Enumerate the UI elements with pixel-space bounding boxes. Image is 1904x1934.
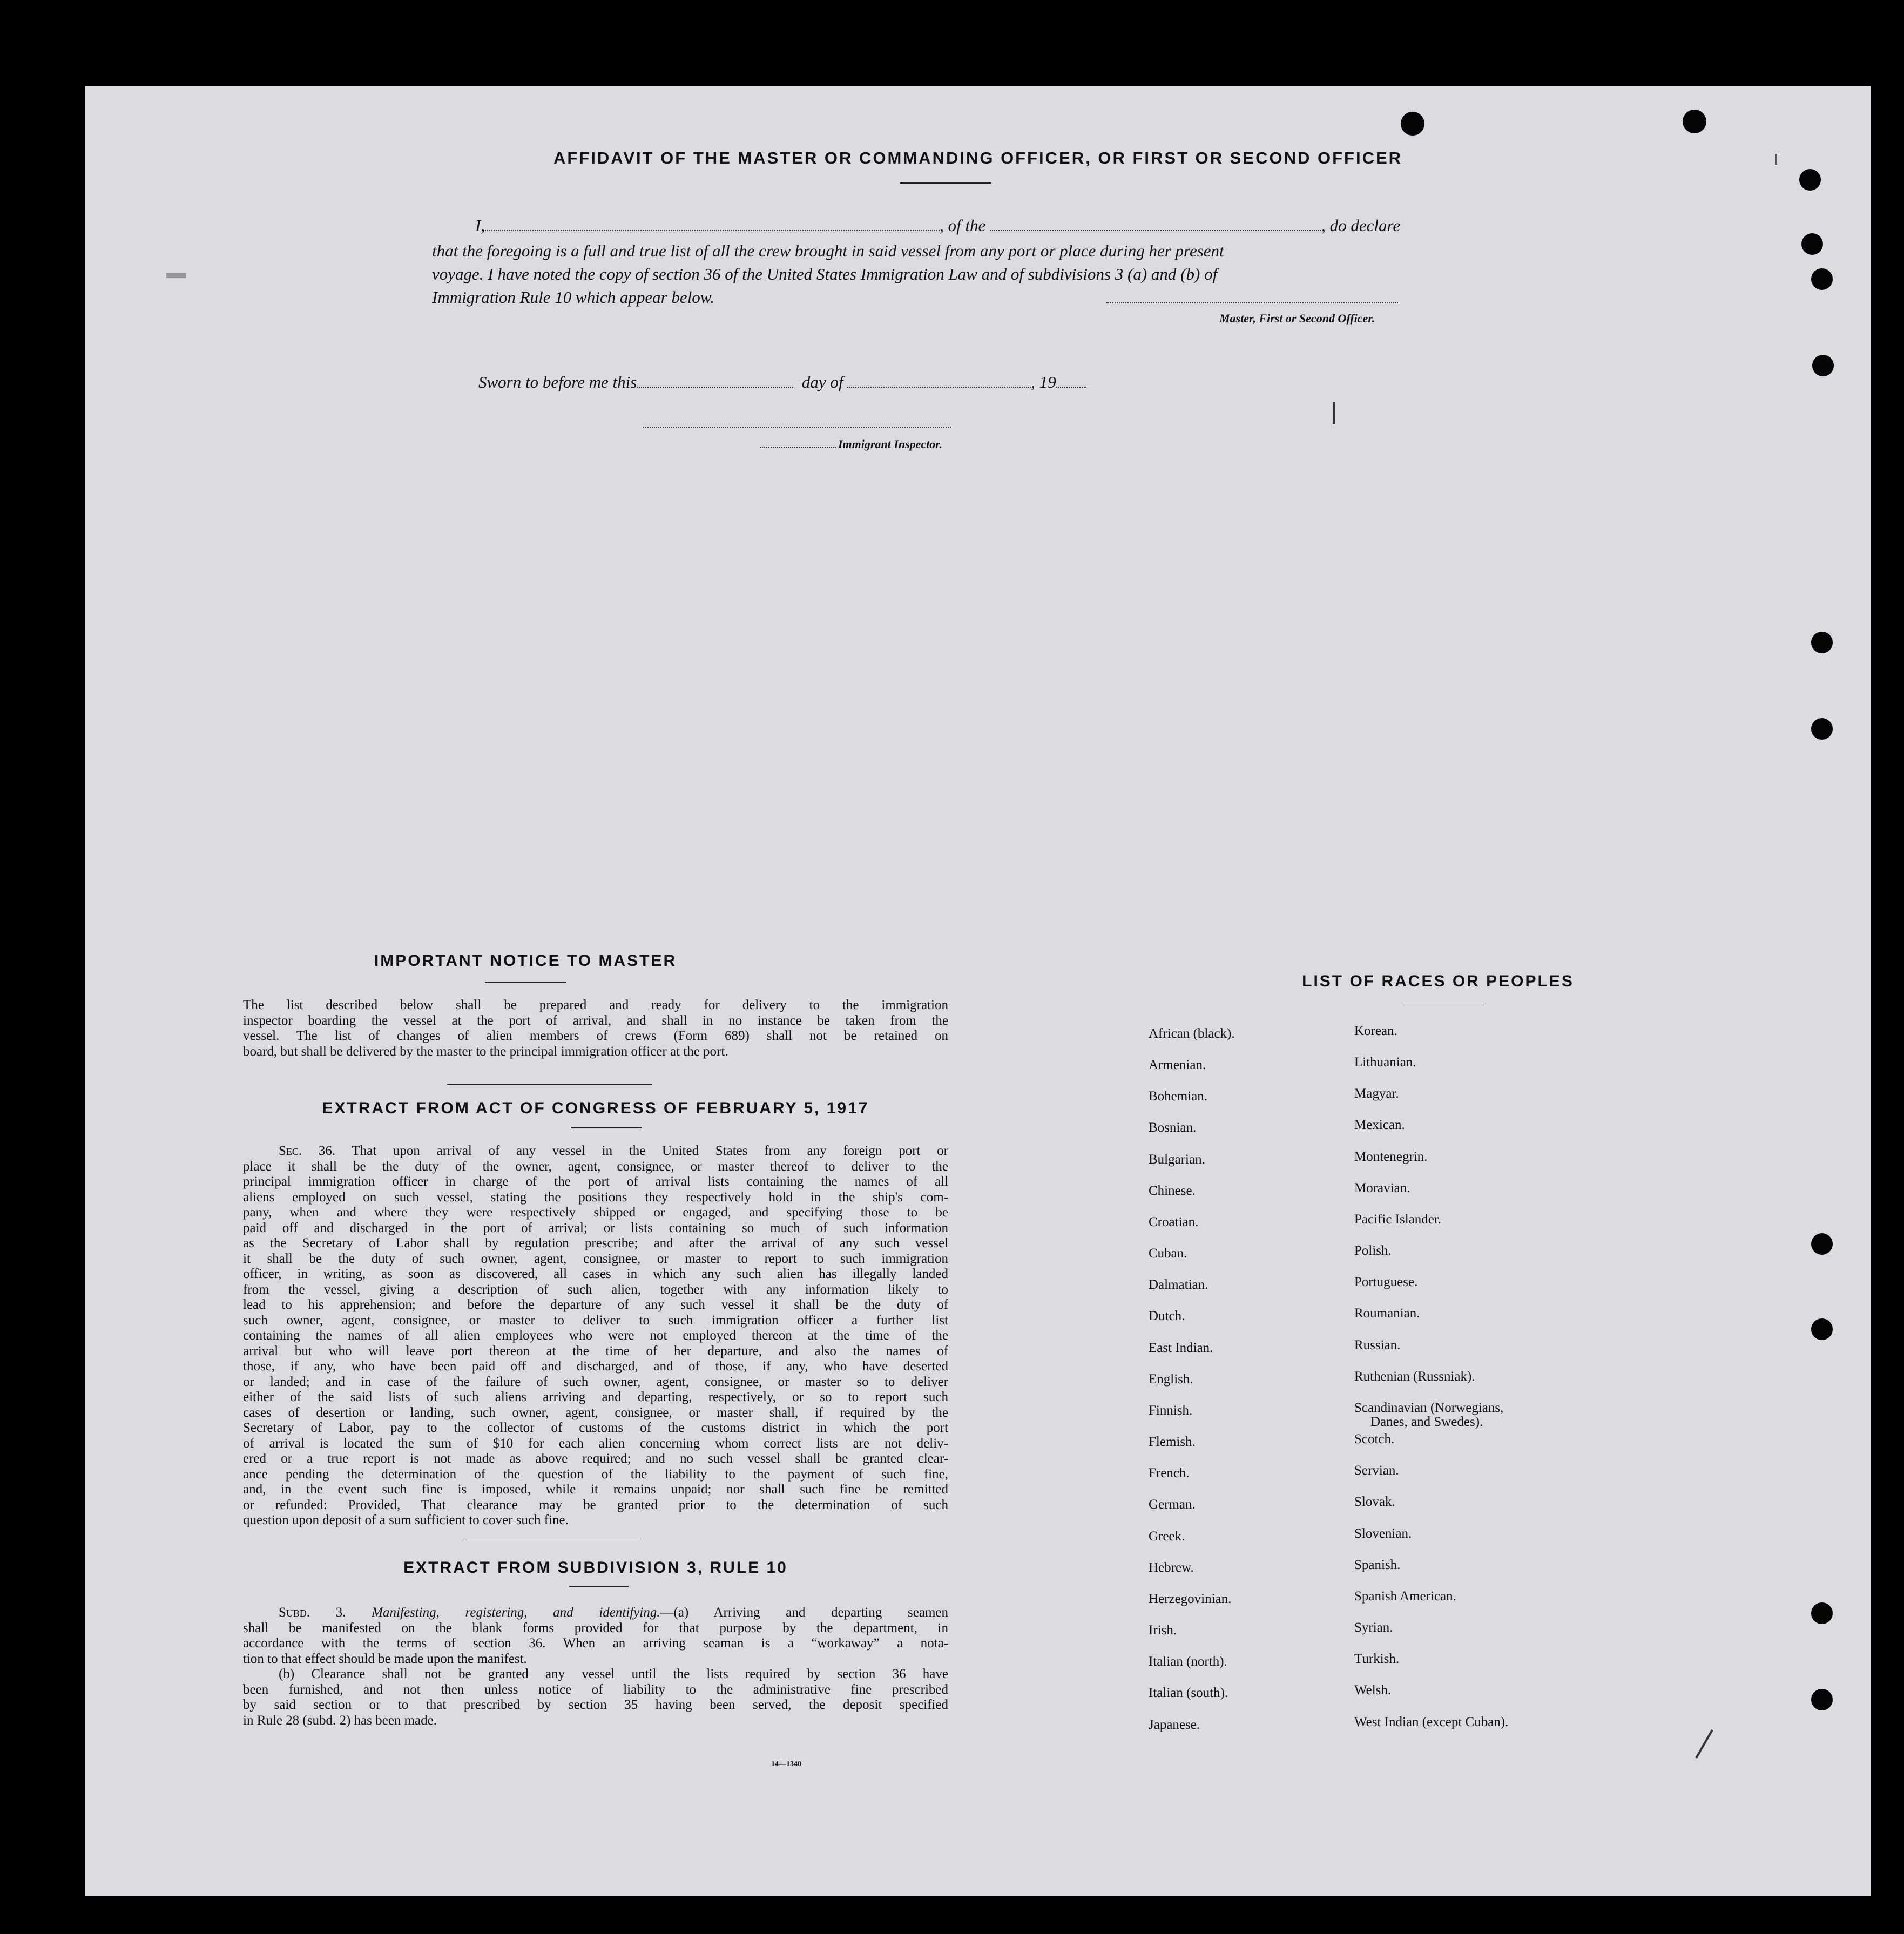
title-divider xyxy=(900,182,991,184)
races-title: LIST OF RACES OR PEOPLES xyxy=(1302,972,1574,990)
act-line: aliens employed on such vessel, stating the positions they respectively hold in the ship's com- xyxy=(243,1189,948,1205)
punch-hole xyxy=(1811,1233,1833,1255)
act-line: arrival but who will leave port thereon at the time of her departure, and also the names of xyxy=(243,1343,948,1358)
rule-line: in Rule 28 (subd. 2) has been made. xyxy=(243,1713,437,1728)
affidavit-text-line: Immigration Rule 10 which appear below. xyxy=(432,288,714,307)
form-number: 14—1340 xyxy=(771,1760,801,1768)
race-item: East Indian. xyxy=(1149,1341,1213,1355)
race-item: Flemish. xyxy=(1149,1435,1196,1449)
punch-hole xyxy=(1811,1318,1833,1340)
of-the-label: , of the xyxy=(940,216,986,235)
race-item: Lithuanian. xyxy=(1354,1055,1416,1070)
rule-line: by said section or to that prescribed by section 35 having been served, the deposit specified xyxy=(243,1698,948,1712)
act-line: from the vessel, giving a description of such alien, together with any information likely to xyxy=(243,1282,948,1297)
rule-body xyxy=(243,1605,948,1728)
race-item: Italian (south). xyxy=(1149,1686,1228,1700)
race-item: Ruthenian (Russniak). xyxy=(1354,1369,1475,1384)
act-body xyxy=(243,1144,948,1529)
race-item: Scotch. xyxy=(1354,1432,1395,1446)
day-blank xyxy=(637,387,793,388)
race-item: Syrian. xyxy=(1354,1620,1393,1635)
race-item: Mexican. xyxy=(1354,1118,1405,1132)
act-line: those, if any, who have been paid off and discharged, and of those, if any, who have deserted xyxy=(243,1359,948,1374)
race-item: Japanese. xyxy=(1149,1717,1200,1732)
rule-line: been furnished, and not then unless notice of liability to the administrative fine prescribed xyxy=(243,1682,948,1697)
act-line: cases of desertion or landing, such owner, agent, consignee, or master shall, if required by the xyxy=(243,1405,948,1420)
notice-end-divider xyxy=(447,1084,652,1085)
race-item: Korean. xyxy=(1354,1024,1397,1038)
affidavit-text-line: that the foregoing is a full and true list of all the crew brought in said vessel from any port or place during her present xyxy=(432,241,1224,260)
race-item-continuation: Danes, and Swedes). xyxy=(1370,1415,1483,1429)
act-line: Secretary of Labor, pay to the collector of customs of the customs district in which the port xyxy=(243,1421,948,1435)
act-line: of arrival is located the sum of $10 for each alien concerning whom correct lists are not deliv- xyxy=(243,1436,948,1451)
race-item: Roumanian. xyxy=(1354,1306,1420,1321)
act-line-text: That upon arrival of any vessel in the United States from any foreign port or xyxy=(352,1144,948,1158)
act-line: pany, when and where they were respectively shipped or engaged, and specifying those to be xyxy=(243,1205,948,1220)
punch-hole xyxy=(1811,718,1833,740)
race-item: Dutch. xyxy=(1149,1309,1185,1323)
rule-line: accordance with the terms of section 36. When an arriving seaman is a “workaway” a nota- xyxy=(243,1636,948,1651)
punch-hole xyxy=(1811,1602,1833,1624)
race-item: Turkish. xyxy=(1354,1652,1400,1666)
rule-line xyxy=(243,1605,948,1621)
inspector-signature-line xyxy=(643,427,951,428)
notice-title: IMPORTANT NOTICE TO MASTER xyxy=(374,952,677,970)
act-line: ered or a true report is not made as above required; and no such vessel shall be granted clear- xyxy=(243,1451,948,1466)
race-item: Pacific Islander. xyxy=(1354,1212,1442,1227)
inspector-caption: Immigrant Inspector. xyxy=(838,437,943,451)
notice-line: vessel. The list of changes of alien members of crews (Form 689) shall not be retained on xyxy=(243,1029,948,1043)
race-item: Scandinavian (Norwegians, xyxy=(1354,1401,1504,1415)
race-item: Dalmatian. xyxy=(1149,1277,1208,1292)
affidavit-declaration-line xyxy=(475,216,1400,235)
year-prefix: , 19 xyxy=(1031,373,1056,391)
punch-hole xyxy=(1799,169,1821,191)
notice-line: inspector boarding the vessel at the port of arrival, and shall in no instance be taken from the xyxy=(243,1013,948,1028)
rule-title: EXTRACT FROM SUBDIVISION 3, RULE 10 xyxy=(403,1559,788,1577)
act-line: it shall be the duty of such owner, agent, consignee, or master to report to such immigration xyxy=(243,1251,948,1266)
signature-line xyxy=(1106,302,1398,303)
act-line: principal immigration officer in charge of the port of arrival lists containing the names of all xyxy=(243,1174,948,1189)
race-item: Slovak. xyxy=(1354,1495,1395,1509)
race-item: Chinese. xyxy=(1149,1184,1196,1198)
race-item: Armenian. xyxy=(1149,1058,1206,1072)
act-line: or refunded: Provided, That clearance may be granted prior to the determination of such xyxy=(243,1497,948,1512)
race-item: Croatian. xyxy=(1149,1215,1199,1229)
race-item: Montenegrin. xyxy=(1354,1149,1428,1164)
act-line: officer, in writing, as soon as discovered, all cases in which any such alien has illegally landed xyxy=(243,1267,948,1281)
scan-mark xyxy=(1333,402,1335,424)
race-item: French. xyxy=(1149,1466,1190,1480)
act-title: EXTRACT FROM ACT OF CONGRESS OF FEBRUARY 5, 1917 xyxy=(322,1099,869,1117)
notice-line: board, but shall be delivered by the master to the principal immigration officer at the port. xyxy=(243,1044,728,1059)
race-item: English. xyxy=(1149,1372,1193,1387)
punch-hole xyxy=(1683,110,1706,133)
act-line: lead to his apprehension; and before the departure of any such vessel it shall be the duty of xyxy=(243,1297,948,1312)
act-line: such owner, agent, consignee, or master to deliver to such immigration officer a further list xyxy=(243,1313,948,1328)
rule-line-text: —(a) Arriving and departing seamen xyxy=(660,1605,948,1620)
document-page xyxy=(85,86,1871,1896)
act-line: place it shall be the duty of the owner, agent, consignee, or master thereof to deliver to the xyxy=(243,1159,948,1174)
race-item: Irish. xyxy=(1149,1623,1177,1638)
act-line: either of the said lists of such aliens arriving and departing, respectively, or so to report such xyxy=(243,1390,948,1404)
act-line: or landed; and in case of the failure of such owner, agent, consignee, or master so to deliver xyxy=(243,1374,948,1389)
race-item: Spanish American. xyxy=(1354,1589,1456,1604)
race-item: Bohemian. xyxy=(1149,1089,1208,1104)
race-item: Italian (north). xyxy=(1149,1654,1227,1669)
subd-label: Subd. 3. xyxy=(279,1605,346,1620)
race-item: Spanish. xyxy=(1354,1558,1401,1572)
race-item: Cuban. xyxy=(1149,1246,1187,1261)
rule-line: (b) Clearance shall not be granted any vessel until the lists required by section 36 have xyxy=(279,1667,948,1681)
race-item: German. xyxy=(1149,1497,1196,1512)
subd-heading: Manifesting, registering, and identifying. xyxy=(372,1605,660,1620)
race-item: Servian. xyxy=(1354,1463,1399,1478)
act-line xyxy=(243,1144,948,1159)
act-line: containing the names of all alien employees who were not employed thereon at the time of the xyxy=(243,1328,948,1343)
inspector-leader xyxy=(760,447,836,448)
scan-mark xyxy=(1695,1729,1713,1759)
punch-hole xyxy=(1811,268,1833,290)
signature-caption: Master, First or Second Officer. xyxy=(1219,312,1375,325)
act-line: as the Secretary of Labor shall by regulation prescribe; and after the arrival of any such vessel xyxy=(243,1236,948,1250)
race-item: Bosnian. xyxy=(1149,1120,1197,1135)
sworn-prefix: Sworn to before me this xyxy=(478,373,637,391)
race-item: Moravian. xyxy=(1354,1181,1410,1195)
race-item: Russian. xyxy=(1354,1338,1401,1353)
race-item: West Indian (except Cuban). xyxy=(1354,1715,1509,1729)
punch-hole xyxy=(1811,632,1833,653)
race-item: Welsh. xyxy=(1354,1683,1392,1698)
i-label: I, xyxy=(475,216,485,235)
punch-hole xyxy=(1801,233,1823,255)
punch-hole xyxy=(1401,112,1424,136)
do-declare-label: , do declare xyxy=(1321,216,1401,235)
race-item: Bulgarian. xyxy=(1149,1152,1205,1167)
affidavit-text xyxy=(432,239,1453,309)
affidavit-text-line: voyage. I have noted the copy of section 36 of the United States Immigration Law and of subdivisions 3 (a) and (b) of xyxy=(432,265,1218,283)
race-item: Greek. xyxy=(1149,1529,1185,1544)
race-item: Hebrew. xyxy=(1149,1560,1194,1575)
rule-line: shall be manifested on the blank forms provided for that purpose by the department, in xyxy=(243,1620,948,1635)
year-blank xyxy=(1056,387,1086,388)
name-blank xyxy=(485,230,940,231)
race-item: Herzegovinian. xyxy=(1149,1592,1232,1606)
act-divider xyxy=(571,1127,642,1128)
rule-line: tion to that effect should be made upon the manifest. xyxy=(243,1651,527,1666)
race-item: Finnish. xyxy=(1149,1403,1193,1418)
notice-divider xyxy=(485,982,566,983)
race-item: Magyar. xyxy=(1354,1086,1399,1101)
notice-body xyxy=(243,998,948,1059)
scan-mark xyxy=(166,273,186,278)
act-line: and, in the event such fine is imposed, while it remains unpaid; nor shall such fine be remitted xyxy=(243,1482,948,1497)
affidavit-title: AFFIDAVIT OF THE MASTER OR COMMANDING OFFICER, OR FIRST OR SECOND OFFICER xyxy=(553,148,1403,167)
race-item: Slovenian. xyxy=(1354,1526,1412,1541)
day-of-label: day of xyxy=(801,373,843,391)
race-item: Polish. xyxy=(1354,1243,1392,1258)
race-item: African (black). xyxy=(1149,1026,1235,1041)
month-blank xyxy=(847,387,1031,388)
act-line: paid off and discharged in the port of arrival; or lists containing so much of such information xyxy=(243,1220,948,1235)
act-line: question upon deposit of a sum sufficient to cover such fine. xyxy=(243,1513,569,1527)
race-item: Portuguese. xyxy=(1354,1275,1418,1289)
punch-hole xyxy=(1812,355,1834,376)
rule-divider xyxy=(569,1586,629,1587)
inspector-caption-row xyxy=(760,437,942,451)
vessel-blank xyxy=(990,230,1321,231)
punch-hole xyxy=(1811,1689,1833,1710)
sworn-line xyxy=(478,373,1086,392)
act-line: ance pending the determination of the question of the liability to the payment of such fine, xyxy=(243,1466,948,1482)
notice-line: The list described below shall be prepared and ready for delivery to the immigration xyxy=(243,998,948,1012)
sec-label: Sec. 36. xyxy=(279,1144,336,1158)
